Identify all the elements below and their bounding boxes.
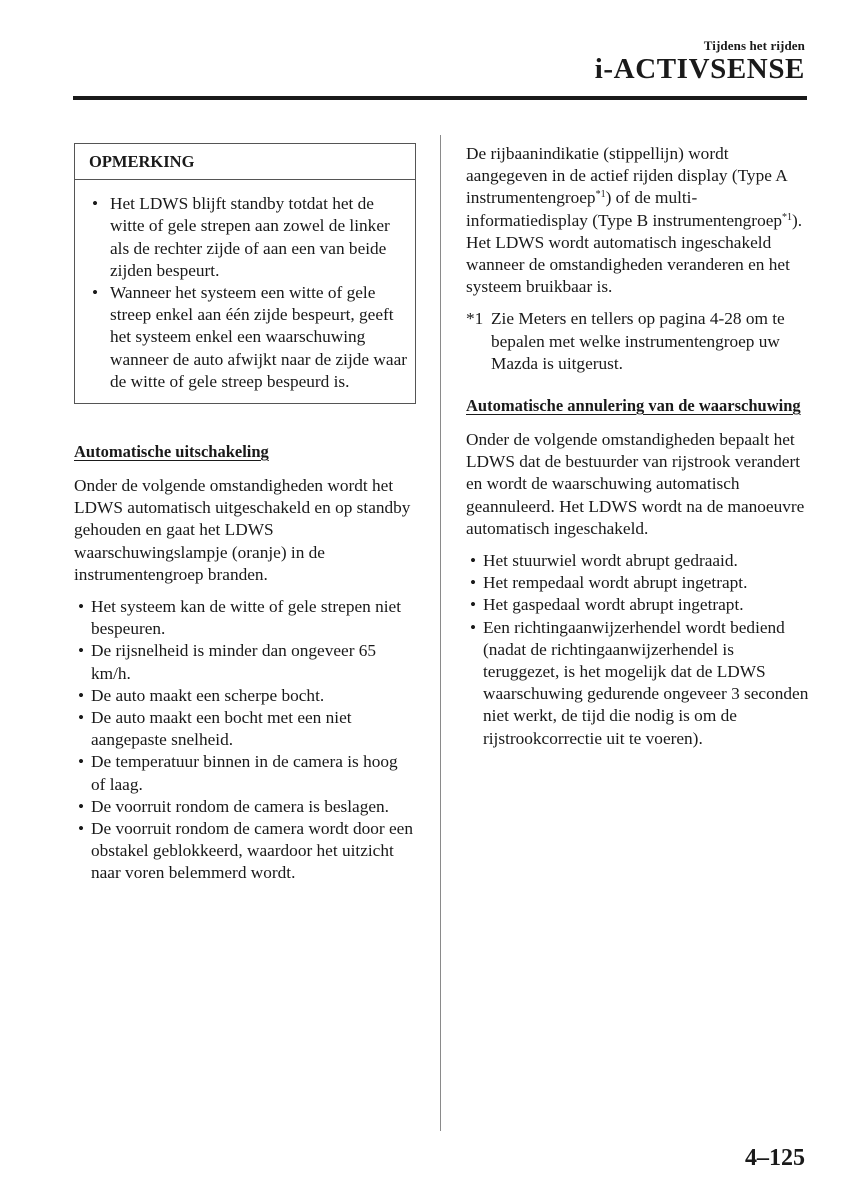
chapter-label: Tijdens het rijden (703, 38, 805, 53)
intro-text-3: ). (792, 210, 803, 230)
auto-cancel-intro: Onder de volgende omstandigheden bepaalt het LDWS dat de bestuurder van rijstrook verandert en wordt de waarschuwing automatisch geannuleerd. Het LDWS wordt na de manoeuvre automatisch ingeschakeld. (466, 430, 805, 538)
list-item: • Het rempedaal wordt abrupt ingetrapt. (466, 572, 811, 594)
auto-cancel-list (466, 550, 811, 750)
note-body (75, 180, 415, 403)
page-number: 4–125 (745, 1145, 805, 1171)
list-item: • Het gaspedaal wordt abrupt ingetrapt. (466, 594, 811, 616)
list-item: • De voorruit rondom de camera is beslagen. (74, 796, 416, 818)
lane-indication-paragraph (466, 143, 811, 232)
header-rule (73, 96, 807, 100)
auto-off-list (74, 596, 416, 885)
column-divider (440, 135, 441, 1131)
right-column (466, 143, 811, 750)
note-item: • Het LDWS blijft standby totdat het de witte of gele strepen aan zowel de linker als de rechter zijde of aan een van beide zijden bespeurt. (91, 193, 407, 282)
list-item: • De temperatuur binnen in de camera is hoog of laag. (74, 751, 416, 795)
list-item: • Het stuurwiel wordt abrupt gedraaid. (466, 550, 811, 572)
auto-off-heading: Automatische uitschakeling (74, 442, 269, 462)
footnote-ref: *1 (595, 189, 606, 201)
list-item: • De auto maakt een scherpe bocht. (74, 685, 416, 707)
left-column (74, 143, 416, 885)
footnote (466, 308, 811, 375)
footnote-mark: *1 (466, 309, 484, 329)
footnote-text: Zie Meters en tellers op pagina 4-28 om te bepalen met welke instrumentengroep uw Mazda is uitgerust. (491, 309, 785, 373)
list-item: • De rijsnelheid is minder dan ongeveer 65 km/h. (74, 640, 416, 684)
note-heading: OPMERKING (75, 144, 415, 180)
list-item: • Het systeem kan de witte of gele strepen niet bespeuren. (74, 596, 416, 640)
auto-on-paragraph: Het LDWS wordt automatisch ingeschakeld wanneer de omstandigheden veranderen en het systeem bruikbaar is. (466, 232, 790, 297)
list-item: • Een richtingaanwijzerhendel wordt bediend (nadat de richtingaanwijzerhendel is teruggezet, is het mogelijk dat de LDWS waarschuwing gedurende ongeveer 3 seconden niet werkt, de tijd die nodig is om de rijstrookcorrectie uit te voeren). (466, 617, 811, 750)
footnote-ref: *1 (782, 211, 793, 223)
note-list (91, 193, 407, 393)
list-item: • De auto maakt een bocht met een niet aangepaste snelheid. (74, 707, 416, 751)
note-item: • Wanneer het systeem een witte of gele streep enkel aan één zijde bespeurt, geeft het systeem enkel een waarschuwing wanneer de auto afwijkt naar de zijde waar de witte of gele streep bespeurd is. (91, 282, 407, 393)
auto-cancel-heading: Automatische annulering van de waarschuwing (466, 396, 801, 416)
intro-text-1: De rijbaanindikatie (stippellijn) wordt aangegeven in de actief rijden display (Type A instrumentengroep (466, 144, 787, 208)
list-item: • De voorruit rondom de camera wordt door een obstakel geblokkeerd, waardoor het uitzicht naar voren belemmerd wordt. (74, 818, 416, 885)
note-box (74, 143, 416, 404)
intro-text-2: ) of de multi-informatiedisplay (Type B instrumentengroep (466, 188, 783, 230)
section-title: i-ACTIVSENSE (594, 53, 805, 85)
auto-off-intro: Onder de volgende omstandigheden wordt het LDWS automatisch uitgeschakeld en op standby gehouden en gaat het LDWS waarschuwingslampje (oranje) in de instrumentengroep branden. (74, 476, 411, 584)
